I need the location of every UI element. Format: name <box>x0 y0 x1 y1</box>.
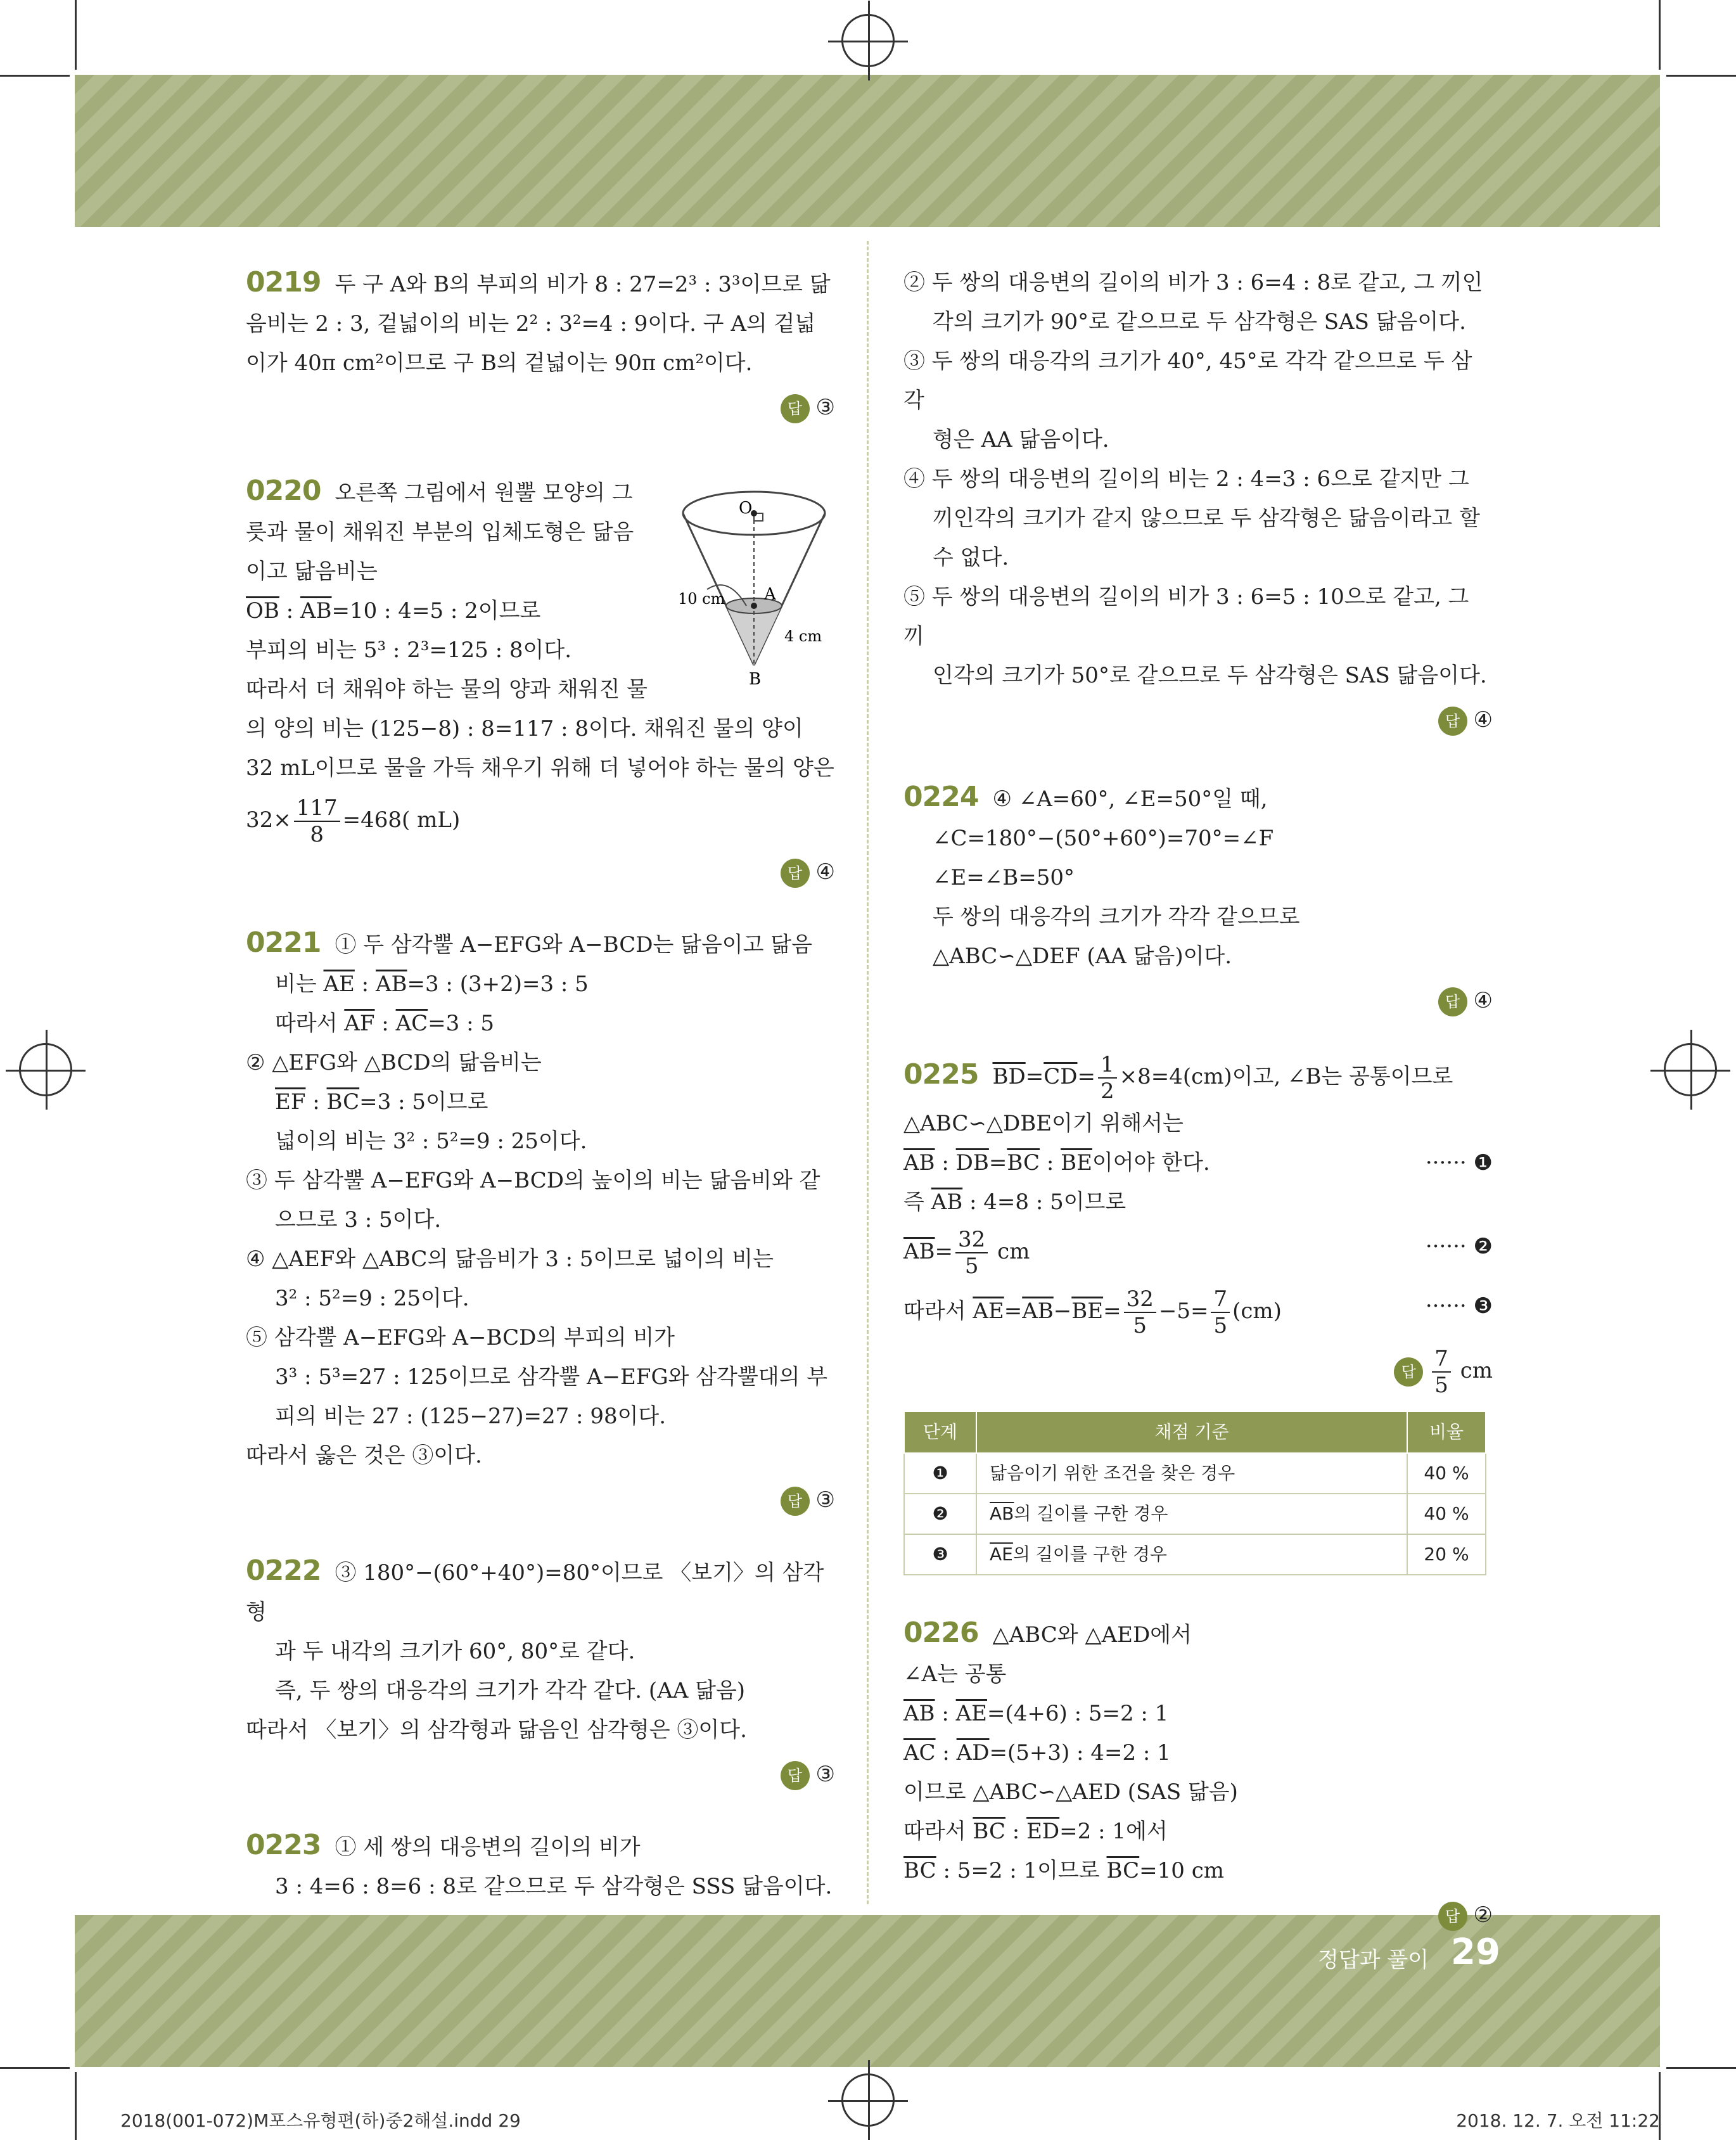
solution-line: 오른쪽 그림에서 원뿔 모양의 그 <box>335 480 633 506</box>
solution-line: 즉 $\overline{AB}$ : 4=8 : 5이므로 <box>903 1189 1126 1215</box>
solution-line: 넓이의 비는 3² : 5²=9 : 25이다. <box>275 1129 587 1154</box>
solution-line: 인각의 크기가 50°로 같으므로 두 삼각형은 SAS 닮음이다. <box>933 663 1487 688</box>
table-row: ❷ $\overline{AB}$의 길이를 구한 경우 40 % <box>904 1494 1486 1534</box>
solution-line: 수 없다. <box>933 545 1009 570</box>
footer-label: 정답과 풀이 <box>1318 1947 1429 1973</box>
problem-number: 0220 <box>246 475 321 507</box>
answer-value: ③ <box>815 395 835 420</box>
problem-number: 0223 <box>246 1829 321 1861</box>
label-10cm: 10 cm <box>678 590 725 608</box>
problem-number: 0222 <box>246 1554 321 1587</box>
solution-line: 3 : 4=6 : 8=6 : 8로 같으므로 두 삼각형은 SSS 닮음이다. <box>275 1874 833 1899</box>
table-header: 비율 <box>1407 1411 1486 1453</box>
problem-0226 <box>903 1613 1493 1935</box>
answer-badge: 답 <box>1438 987 1467 1016</box>
solution-line: $\overline{AB}$ : $\overline{DB}=\overline{BC}$ : $\overline{BE}$이어야 한다. ······ ❶ <box>903 1143 1493 1182</box>
solution-line: ② △EFG와 △BCD의 닮음비는 <box>246 1050 542 1075</box>
problem-0222 <box>246 1551 835 1794</box>
answer-badge: 답 <box>781 394 810 423</box>
solution-line: 따라서 더 채워야 하는 물의 양과 채워진 물 <box>246 677 648 702</box>
answer <box>246 388 835 427</box>
answer-value: ④ <box>815 859 835 885</box>
problem-0223-continued <box>903 263 1493 740</box>
solution-line: 따라서 옳은 것은 ③이다. <box>246 1443 482 1468</box>
solution-line: 3³ : 5³=27 : 125이므로 삼각뿔 A−EFG와 삼각뿔대의 부 <box>275 1364 828 1390</box>
solution-line: 비는 $\overline{AE}$ : $\overline{AB}=3$ : (3+2)=3 : 5 <box>275 971 589 997</box>
solution-line: △ABC와 △AED에서 <box>992 1622 1192 1648</box>
registration-mark <box>1664 1043 1717 1096</box>
page-number: 29 <box>1451 1932 1500 1973</box>
solution-line: ∠A는 공통 <box>903 1662 1007 1687</box>
solution-line: ∠E=∠B=50° <box>933 865 1075 890</box>
date-slug: 2018. 12. 7. 오전 11:22 <box>1456 2110 1660 2131</box>
solution-line: 즉, 두 쌍의 대응각의 크기가 각각 같다. (AA 닮음) <box>275 1678 746 1703</box>
solution-line: 음비는 2 : 3, 겉넓이의 비는 2² : 3²=4 : 9이다. 구 A의 겉넓 <box>246 311 816 336</box>
table-row: ❸ $\overline{AE}$의 길이를 구한 경우 20 % <box>904 1534 1486 1575</box>
table-row: ❶ 닮음이기 위한 조건을 찾은 경우 40 % <box>904 1453 1486 1494</box>
label-o: O <box>739 499 753 518</box>
answer <box>903 1346 1493 1398</box>
solution-line: 32× $\frac{117}{8}$ =468( mL) <box>246 795 461 847</box>
crop-mark <box>1666 2067 1736 2069</box>
problem-number: 0225 <box>903 1058 979 1091</box>
registration-mark <box>19 1043 72 1096</box>
label-b: B <box>749 670 762 689</box>
solution-line: 따라서 〈보기〉의 삼각형과 닮음인 삼각형은 ③이다. <box>246 1717 747 1743</box>
solution-line: ② 두 쌍의 대응변의 길이의 비가 3 : 6=4 : 8로 같고, 그 끼인 <box>903 270 1483 295</box>
answer-badge: 답 <box>1438 1902 1467 1931</box>
label-a: A <box>764 585 776 604</box>
answer-value: ④ <box>1473 988 1493 1013</box>
answer-unit: cm <box>1453 1358 1493 1383</box>
answer <box>903 1895 1493 1935</box>
answer-badge: 답 <box>781 859 810 888</box>
problem-0221 <box>246 923 835 1520</box>
fraction: $\frac{32}{5}$ <box>955 1227 988 1279</box>
solution-line: $\overline{AC}$ : $\overline{AD}=(5+3)$ : 4=2 : 1 <box>903 1740 1171 1765</box>
problem-number: 0224 <box>903 781 979 813</box>
answer <box>903 700 1493 740</box>
answer-badge: 답 <box>781 1761 810 1790</box>
step-marker: ······ ❶ <box>1425 1150 1493 1176</box>
solution-line: $\overline{AB}$ : $\overline{AE}=(4+6)$ : 5=2 : 1 <box>903 1701 1169 1726</box>
solution-line: 의 양의 비는 (125−8) : 8=117 : 8이다. 채워진 물의 양이 <box>246 716 803 741</box>
solution-line: ∠C=180°−(50°+60°)=70°=∠F <box>933 826 1274 851</box>
table-header: 단계 <box>904 1411 976 1453</box>
registration-mark <box>841 14 895 67</box>
solution-line: ④ 두 쌍의 대응변의 길이의 비는 2 : 4=3 : 6으로 같지만 그 <box>903 466 1469 492</box>
solution-line: 각의 크기가 90°로 같으므로 두 삼각형은 SAS 닮음이다. <box>933 309 1466 335</box>
header-band <box>75 75 1660 227</box>
solution-line: 으므로 3 : 5이다. <box>275 1207 442 1233</box>
solution-line: 끼인각의 크기가 같지 않으므로 두 삼각형은 닮음이라고 할 <box>933 506 1480 531</box>
solution-line: 따라서 $\overline{AF}$ : $\overline{AC}=3$ : 5 <box>275 1011 494 1036</box>
column-divider <box>867 241 869 1904</box>
footer-band <box>75 1915 1660 2067</box>
solution-line: ③ 180°−(60°+40°)=80°이므로 〈보기〉의 삼각형 <box>246 1560 824 1625</box>
solution-line: 두 쌍의 대응각의 크기가 각각 같으므로 <box>933 904 1300 930</box>
solution-line: ⑤ 삼각뿔 A−EFG와 A−BCD의 부피의 비가 <box>246 1325 675 1350</box>
solution-line: 형은 AA 닮음이다. <box>933 427 1109 452</box>
answer <box>246 1755 835 1794</box>
solution-line: 따라서 $\overline{AE}=\overline{AB}-\overline{BE}=$ $\frac{32}{5}$ −5= $\frac{7}{5}$ (cm) ······ ❸ <box>903 1286 1493 1338</box>
problem-0223 <box>246 1826 835 1906</box>
solution-line: ③ 두 삼각뿔 A−EFG와 A−BCD의 높이의 비는 닮음비와 같 <box>246 1168 820 1193</box>
solution-line: 이므로 △ABC∽△AED (SAS 닮음) <box>903 1779 1238 1805</box>
fraction: $\frac{117}{8}$ <box>294 795 340 847</box>
answer-value: ② <box>1473 1902 1493 1928</box>
registration-mark <box>841 2073 895 2127</box>
crop-mark <box>0 75 70 77</box>
fraction: $\frac{7}{5}$ <box>1211 1286 1230 1338</box>
solution-line: ① 세 쌍의 대응변의 길이의 비가 <box>335 1835 641 1860</box>
answer <box>246 1480 835 1520</box>
label-4cm: 4 cm <box>784 627 822 645</box>
answer-badge: 답 <box>1394 1357 1423 1387</box>
table-header: 채점 기준 <box>976 1411 1407 1453</box>
problem-number: 0226 <box>903 1617 979 1649</box>
answer <box>246 852 835 892</box>
step-marker: ······ ❸ <box>1425 1293 1493 1319</box>
answer <box>903 981 1493 1020</box>
crop-mark <box>75 2072 77 2140</box>
solution-line: $\overline{OB}$ : $\overline{AB}=10$ : 4=5 : 2이므로 <box>246 598 541 624</box>
solution-line: $\overline{BC}$ : 5=2 : 1이므로 $\overline{BC}=10$ cm <box>903 1858 1224 1883</box>
answer-value: ③ <box>815 1762 835 1787</box>
fraction: $\frac{1}{2}$ <box>1098 1052 1117 1104</box>
crop-mark <box>1659 0 1661 70</box>
right-column <box>903 263 1493 1935</box>
problem-number: 0219 <box>246 266 321 298</box>
cone-figure <box>672 482 836 691</box>
solution-line: ④ ∠A=60°, ∠E=50°일 때, <box>992 786 1268 812</box>
solution-line: 릇과 물이 채워진 부분의 입체도형은 닮음 <box>246 520 634 545</box>
solution-line: 과 두 내각의 크기가 60°, 80°로 같다. <box>275 1639 635 1664</box>
crop-mark <box>75 0 77 70</box>
solution-line: $\overline{AB}=$ $\frac{32}{5}$ cm ······ ❷ <box>903 1227 1493 1279</box>
file-slug: 2018(001-072)M포스유형편(하)중2해설.indd 29 <box>120 2110 521 2131</box>
solution-line: 32 mL이므로 물을 가득 채우기 위해 더 넣어야 하는 물의 양은 <box>246 755 834 781</box>
solution-line: 따라서 $\overline{BC}$ : $\overline{ED}=2$ : 1에서 <box>903 1819 1168 1844</box>
solution-line: ⑤ 두 쌍의 대응변의 길이의 비가 3 : 6=5 : 10으로 같고, 그 끼 <box>903 584 1469 649</box>
problem-0224 <box>903 778 1493 1020</box>
answer-badge: 답 <box>781 1487 810 1516</box>
scoring-table <box>903 1411 1486 1575</box>
solution-line: 이가 40π cm²이므로 구 B의 겉넓이는 90π cm²이다. <box>246 350 753 376</box>
crop-mark <box>1666 75 1736 77</box>
solution-line: △ABC∽△DEF (AA 닮음)이다. <box>933 944 1232 969</box>
solution-line: 두 구 A와 B의 부피의 비가 8 : 27=2³ : 3³이므로 닮 <box>335 272 831 297</box>
step-marker: ······ ❷ <box>1425 1234 1493 1259</box>
solution-line: 이고 닮음비는 <box>246 559 378 584</box>
solution-line: 0225 $\overline{BD}=\overline{CD}=$ $\frac{1}{2}$ ×8=4(cm)이고, ∠B는 공통이므로 <box>903 1052 1453 1104</box>
solution-line: ① 두 삼각뿔 A−EFG와 A−BCD는 닮음이고 닮음 <box>335 932 812 958</box>
fraction: $\frac{32}{5}$ <box>1124 1286 1156 1338</box>
solution-line: 부피의 비는 5³ : 2³=125 : 8이다. <box>246 638 572 663</box>
fraction: $\frac{7}{5}$ <box>1432 1346 1451 1398</box>
solution-line: 3² : 5²=9 : 25이다. <box>275 1286 469 1311</box>
solution-line: △ABC∽△DBE이기 위해서는 <box>903 1111 1184 1136</box>
crop-mark <box>0 2067 70 2069</box>
answer-badge: 답 <box>1438 707 1467 736</box>
solution-line: 피의 비는 27 : (125−27)=27 : 98이다. <box>275 1404 667 1429</box>
solution-line: $\overline{EF}$ : $\overline{BC}=3$ : 5이므로 <box>275 1089 488 1115</box>
answer-value: ③ <box>815 1487 835 1513</box>
problem-0219 <box>246 263 835 427</box>
problem-number: 0221 <box>246 926 321 959</box>
problem-0225 <box>903 1052 1493 1575</box>
solution-line: ③ 두 쌍의 대응각의 크기가 40°, 45°로 각각 같으므로 두 삼각 <box>903 349 1472 413</box>
answer-value: ④ <box>1473 707 1493 733</box>
solution-line: ④ △AEF와 △ABC의 닮음비가 3 : 5이므로 넓이의 비는 <box>246 1246 774 1272</box>
